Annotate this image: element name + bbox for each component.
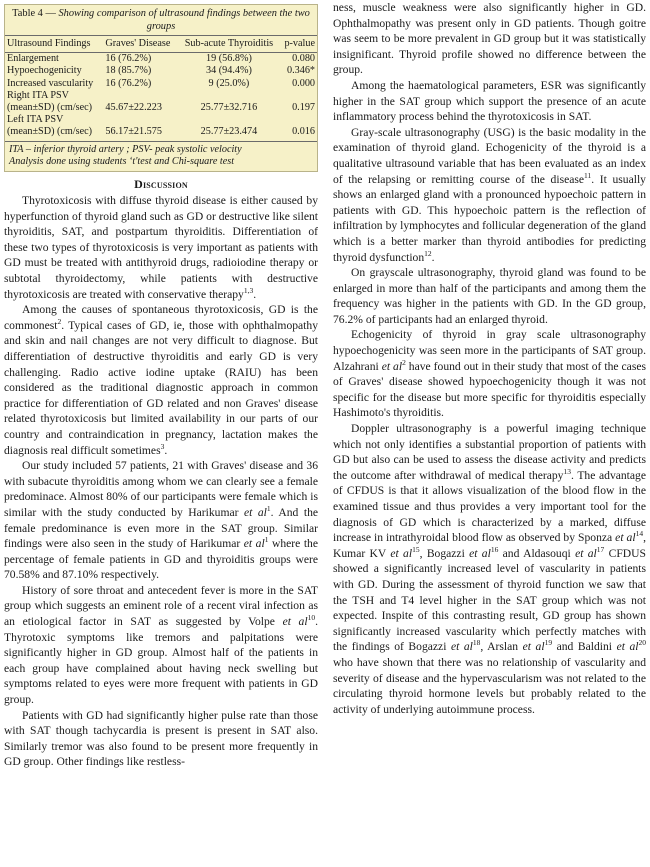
citation-ref: 10 (307, 613, 316, 623)
paragraph (4, 708, 318, 770)
citation-ref: 3 (160, 441, 165, 451)
italic-text: et al (390, 546, 413, 560)
right-body-text (333, 0, 646, 717)
table-caption-label: Table 4 — (12, 8, 59, 19)
text-run: Thyrotoxicosis with diffuse thyroid disease is either caused by hyperfunction of thyroid gland such as GD or destructive like silent thyroiditis, SAT, and postpartum thyroiditis. Differentiation of these two types of thyrotoxicosis is very important as patients with GD must be treated with antithyroid drugs, radioiodine therapy or subtotal thyroidectomy, while patients with destructive thyrotoxicosis are treated with conservative therapy (4, 194, 318, 301)
paragraph (333, 327, 646, 421)
row-label: Right ITA PSV (7, 89, 70, 101)
left-body-text (4, 193, 318, 770)
italic-text: et al (244, 505, 267, 519)
italic-text: et al (282, 615, 308, 629)
text-run: and Aldasouqi (498, 546, 576, 560)
right-column (333, 0, 646, 717)
italic-text: et al (450, 640, 473, 654)
thyroiditis-value: 25.77±32.716 (200, 102, 258, 114)
thyroiditis-value: 34 (94.4%) (206, 65, 252, 77)
row-label: (mean±SD) (cm/sec) (5, 126, 103, 141)
table-caption (5, 5, 317, 36)
ultrasound-table (5, 36, 317, 142)
paragraph (4, 302, 318, 458)
text-run: Echogenicity of thyroid in gray scale ultrasonography hypoechogenicity was seen more in the participants of SAT group. Alzahrani (333, 328, 646, 373)
graves-value (103, 90, 178, 102)
p-value: 0.080 (292, 53, 315, 65)
italic-text: et al (381, 359, 403, 373)
table-4 (4, 4, 318, 172)
text-run: , Bogazzi (419, 546, 470, 560)
table-footnote (5, 142, 317, 171)
graves-value: 18 (85.7%) (105, 65, 152, 77)
graves-value: 16 (76.2%) (105, 53, 152, 65)
graves-value (103, 114, 178, 126)
citation-ref: 12 (424, 248, 432, 258)
paragraph (4, 458, 318, 583)
p-value: 0.346* (286, 65, 315, 77)
graves-value: 45.67±22.223 (105, 102, 162, 114)
p-value (279, 114, 317, 126)
citation-ref: 18 (472, 638, 481, 648)
citation-ref: 2 (57, 316, 62, 326)
text-run: . Thyrotoxic symptoms like tremors and palpitations were significantly higher in GD group. Almost half of the patients in each group have complained about having neck swelling but symptoms related to eyes were more frequent with patients in GD group. (4, 615, 318, 707)
paragraph (333, 78, 646, 125)
row-label: Hypoechogenicity (7, 65, 82, 77)
table-row (5, 65, 317, 77)
text-run: , Kumar KV (333, 531, 646, 560)
citation-ref: 1 (264, 535, 269, 545)
thyroiditis-value (179, 114, 280, 126)
paragraph (4, 583, 318, 708)
table-row (5, 126, 317, 141)
row-label: Enlargement (7, 53, 59, 65)
left-column (4, 0, 318, 770)
citation-ref: 2 (402, 357, 406, 367)
citation-ref: 13 (563, 466, 571, 476)
table-row (5, 90, 317, 102)
thyroiditis-value: 19 (56.8%) (206, 53, 252, 65)
table-caption-text: Showing comparison of ultrasound findings between the two groups (58, 8, 310, 32)
paragraph (4, 193, 318, 302)
text-run: . The advantage of CFDUS is that it allows visualization of the blood flow in the examined tissue and thus provides a very important tool for the diagnosis of GD which is characterized by a marked, diffuse increase in intrathyroidal blood flow as observed by Sponza (333, 468, 646, 545)
paragraph (333, 0, 646, 78)
text-run: Gray-scale ultrasonography (USG) is the basic modality in the examination of thyroid gland. Echogenicity of the thyroid is a qualitative ultrasound variable that has been evaluated as an index of the relapsing or remitting course of the disease (333, 125, 646, 186)
row-label: (mean±SD) (cm/sec) (7, 102, 93, 114)
table-row (5, 114, 317, 126)
p-value: 0.016 (279, 126, 317, 141)
column-header: Graves' Disease (103, 36, 178, 53)
citation-ref: 1 (266, 504, 271, 514)
italic-text: et al (243, 537, 265, 551)
text-run: Our study included 57 patients, 21 with Graves' disease and 36 with subacute thyroiditis among whom we can clearly see a female predominace. Almost 80% of our participants were female which is similar with the study conducted by Harikumar (4, 459, 318, 519)
p-value: 0.000 (292, 77, 315, 89)
citation-ref: 14 (635, 529, 644, 539)
text-run: On grayscale ultrasonography, thyroid gland was found to be enlarged in more than half of the participants and among them the frequency was higher in the patients with GD. In the GD group, 76.2% of participants had an enlarged thyroid. (333, 266, 646, 326)
text-run: . (164, 443, 168, 457)
table-footnote-stats: Analysis done using students ‘t'test and Chi-square test (9, 155, 235, 167)
citation-ref: 17 (596, 544, 605, 554)
italic-text: et al (522, 640, 545, 654)
column-header: p-value (279, 36, 317, 53)
italic-text: et al (616, 640, 639, 654)
paragraph (333, 265, 646, 327)
paragraph (333, 125, 646, 265)
text-run: . And the female predominance is even more in the SAT group. Similar findings were also seen in the study of Harikumar (4, 505, 319, 551)
text-run: Among the causes of spontaneous thyrotoxicosis, GD is the commonest (4, 303, 318, 332)
table-body (5, 53, 317, 141)
citation-ref: 11 (584, 170, 592, 180)
text-run: History of sore throat and antecedent fever is more in the SAT group which suggests an eminent role of a recent viral infection as an etiological factor in SAT as suggested by Volpe (4, 583, 318, 629)
section-heading: Discussion (134, 177, 188, 192)
text-run: ness, muscle weakness were also significantly higher in GD. Ophthalmopathy was present only in GD patients. Though goitre was seem to be more prevalent in GD group but it was statistically insignificant. Thyroid profile showed no difference between the group. (333, 1, 646, 77)
text-run: . (253, 287, 257, 301)
citation-ref: 1,3 (243, 285, 254, 295)
table-row (5, 53, 317, 66)
table-footnote-abbrev: ITA – inferior thyroid artery ; PSV- peak systolic velocity (9, 143, 242, 155)
citation-ref: 15 (412, 544, 420, 554)
thyroiditis-value (179, 90, 280, 102)
thyroiditis-value: 25.77±23.474 (179, 126, 280, 141)
text-run: , Arslan (480, 640, 523, 654)
citation-ref: 19 (544, 638, 553, 648)
text-run: and Baldini (552, 640, 617, 654)
table-row (5, 78, 317, 90)
column-header: Ultrasound Findings (5, 36, 103, 53)
text-run: have found out in their study that most of the cases of Graves' disease showed hypoechogenicity though it was not specific for the disease but more specific for thyroiditis especially Hashimoto's thyroiditis. (333, 359, 647, 420)
italic-text: et al (615, 531, 636, 545)
text-run: . Typical cases of GD, ie, those with ophthalmopathy and skin and nail changes are not very difficult to diagnose. But differentiation of destructive thyroiditis and early GD is very challenging. Radio active iodine uptake (RAIU) has been considered as the traditional diagnostic approach in common practice for differentiation of GD related and non Graves' disease related thyrotoxicosis but limited availability in our parts of our country and contraindication in pregnancy, lactation makes the diagnosis real difficult sometimes (4, 318, 318, 457)
citation-ref: 16 (490, 544, 499, 554)
p-value: 0.197 (292, 102, 315, 114)
text-run: Among the haematological parameters, ESR was significantly higher in the SAT group which support the presence of an acute inflammatory process behind the thyrotoxicosis in SAT. (333, 78, 646, 124)
table-row (5, 102, 317, 114)
graves-value: 56.17±21.575 (103, 126, 178, 141)
p-value (279, 90, 317, 102)
thyroiditis-value: 9 (25.0%) (208, 77, 250, 89)
paragraph (333, 421, 646, 717)
citation-ref: 20 (638, 638, 646, 648)
text-run: CFDUS showed a significantly increased level of vascularity in patients with GD. During the assessment of thyroid function we saw that the TSH and T4 level higher in the SAT group which was not expected. Inspite of this contrasting result, GD group has shown significantly increased vascularity which perfectly matches with the findings of Bogazzi (333, 546, 646, 654)
text-run: . It usually shows an enlarged gland with a pronounced hypoechoic pattern in patients with GD. This hypoechoic pattern is the reflection of infiltration by lymphocytes and follicular degeneration of the gland which is a better marker than thyroid antibodies for predicting thyroid dysfunction (333, 172, 646, 264)
table-header-row (5, 36, 317, 53)
column-header: Sub-acute Thyroiditis (179, 36, 280, 53)
text-run: . (431, 250, 435, 264)
graves-value: 16 (76.2%) (105, 77, 152, 89)
row-label: Increased vascularity (7, 77, 94, 89)
text-run: where the percentage of female patients in GD and thyroiditis groups were 70.58% and 87.10% respectively. (4, 537, 318, 582)
row-label: Left ITA PSV (7, 114, 64, 126)
italic-text: et al (575, 546, 597, 560)
text-run: Doppler ultrasonography is a powerful imaging technique which not only identifies a substantial proportion of patients with GD but also can be used to assess the disease activity and predicts the outcome after withdrawal of medical therapy (333, 422, 646, 482)
text-run: who have shown that there was no relationship of vascularity and severity of disease and the hypervascularism was not related to the circulating thyroid hormone levels but probably related to the activity of underlying autoimmune process. (333, 655, 646, 716)
italic-text: et al (469, 546, 491, 560)
text-run: Patients with GD had significantly higher pulse rate than those with SAT though tachycardia is present is present in SAT also. Similarly tremor was also found to be present more frequently in GD group. Other findings like restless- (4, 708, 318, 769)
